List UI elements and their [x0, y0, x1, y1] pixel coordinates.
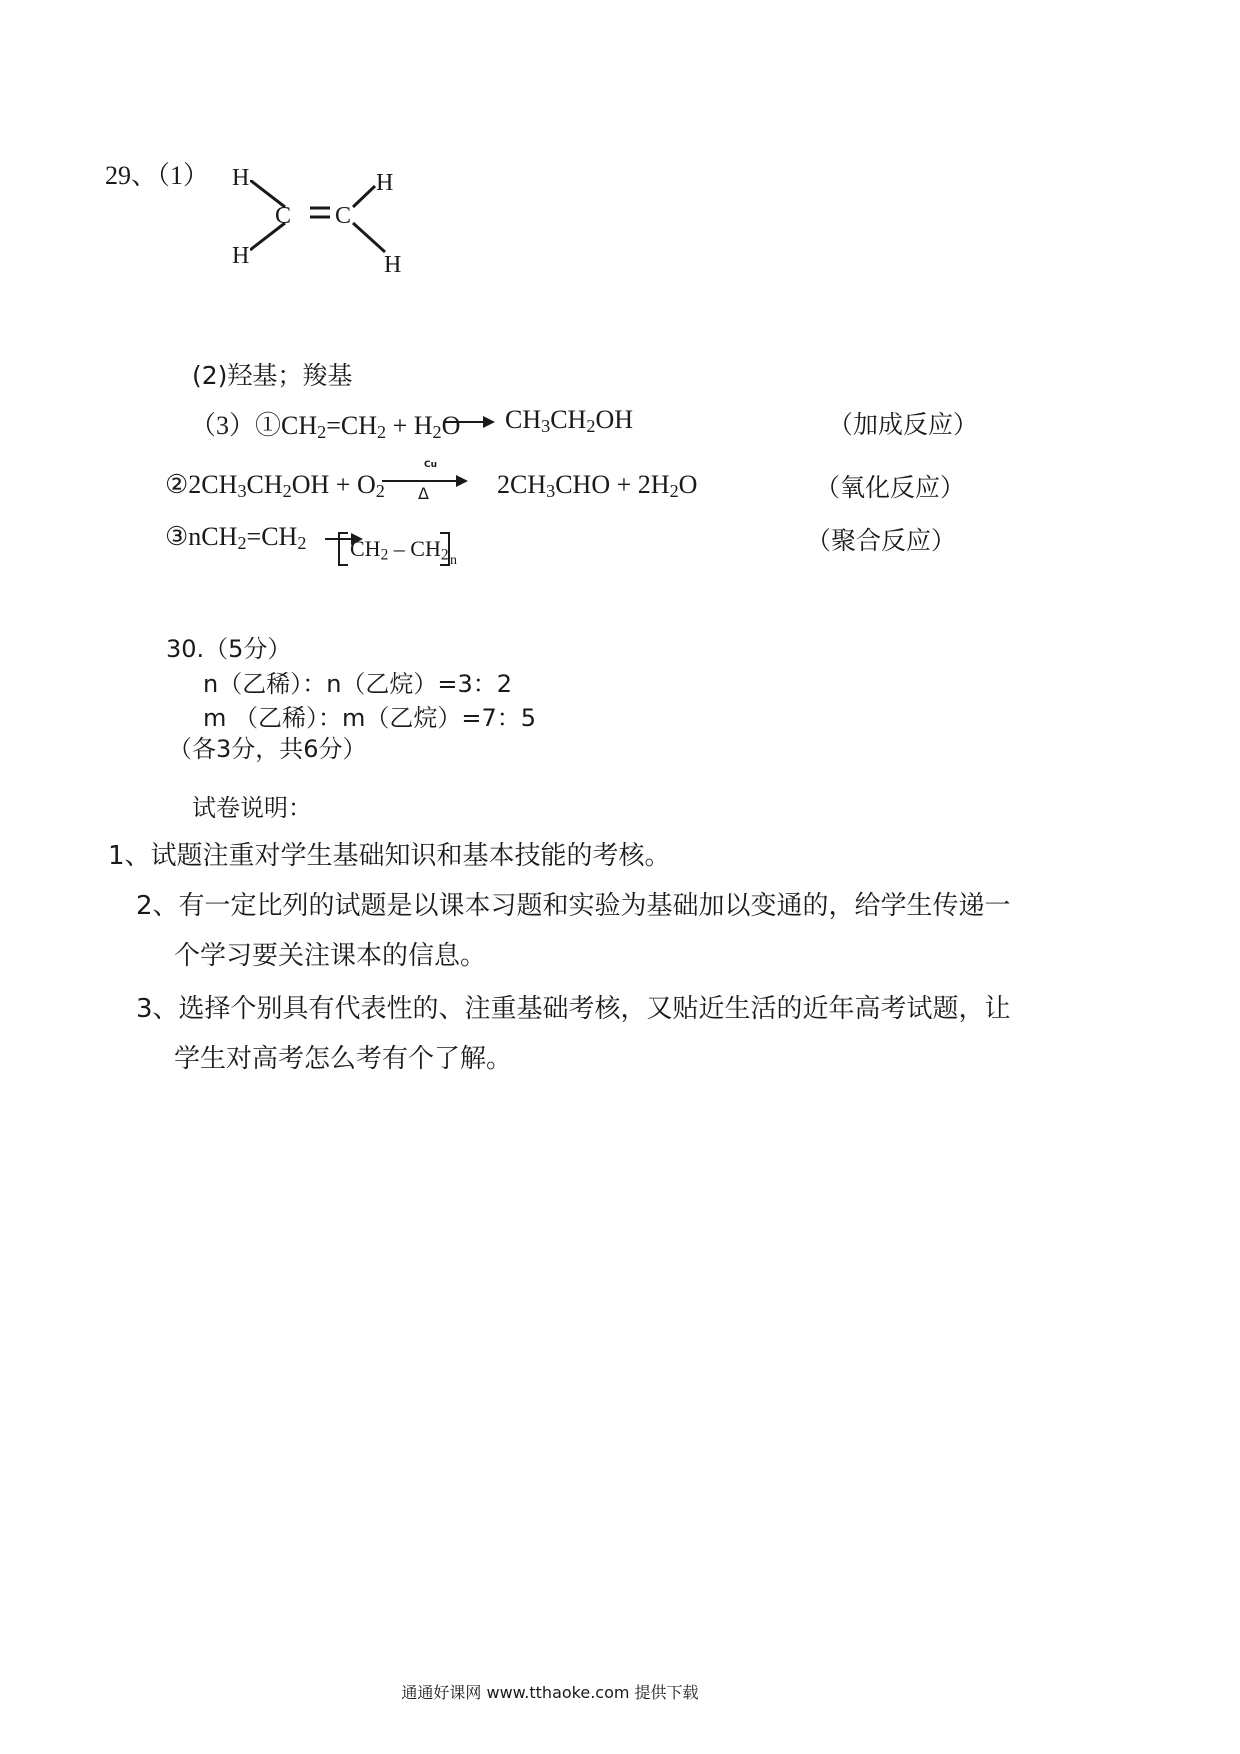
reaction-2-arrow-shaft: [382, 480, 458, 482]
reaction-2-products: $2CH_3CHO + 2H_2O$: [497, 470, 698, 501]
ethylene-structural-formula: [250, 180, 430, 280]
polymer-bracket-left: [338, 532, 348, 566]
reaction-1-arrow-shaft: [445, 421, 485, 423]
atom-h-bottom-right: H: [384, 252, 402, 278]
reaction-1-product: $CH_3CH_2OH$: [505, 405, 633, 436]
explanation-item-1: 1、试题注重对学生基础知识和基本技能的考核。: [108, 841, 671, 871]
polymer-subscript-n: n: [450, 553, 457, 568]
reaction-3-reactants: $③nCH_2=CH_2$: [165, 522, 307, 553]
explanation-item-2-line-1: 2、有一定比列的试题是以课本习题和实验为基础加以变通的，给学生传递一: [136, 891, 1011, 921]
reaction-2-type: （氧化反应）: [815, 473, 966, 502]
reaction-1-type: （加成反应）: [828, 410, 979, 439]
reaction-3-polymer: $CH_2 - CH_2$: [350, 536, 449, 564]
reaction-1-arrow-head: [483, 416, 495, 428]
polymer-bracket-right: [440, 532, 450, 566]
reaction-2-condition: Δ: [418, 484, 429, 503]
atom-h-bottom-left: H: [232, 243, 250, 269]
reaction-1-reactants: $(3)①CH_2=CH_2 + H_2O$: [190, 411, 461, 442]
reaction-2-arrow-head: [456, 475, 468, 487]
explanation-item-3-line-2: 学生对高考怎么考有个了解。: [174, 1044, 513, 1074]
bond-c2-h4: [353, 223, 385, 252]
atom-c-left: C: [275, 203, 292, 229]
reaction-2-reactants: $②2CH_3CH_2OH + O_2$: [165, 470, 385, 501]
explanation-heading: 试卷说明：: [192, 794, 312, 822]
question-30-title: 30.（5分）: [166, 635, 292, 663]
explanation-item-3-line-1: 3、选择个别具有代表性的、注重基础考核，又贴近生活的近年高考试题，让: [136, 994, 1011, 1024]
question-30-mole-ratio: n（乙稀）：n（乙烷）=3：2: [203, 670, 513, 698]
question-29-number: 29、（1）: [105, 161, 210, 190]
reaction-2-catalyst: Cu: [424, 460, 438, 470]
atom-h-top-right: H: [376, 170, 394, 196]
explanation-item-2-line-2: 个学习要关注课本的信息。: [174, 941, 487, 971]
page-footer: 通通好课网 www.tthaoke.com 提供下载: [401, 1683, 699, 1702]
atom-c-right: C: [335, 203, 352, 229]
reaction-3-type: （聚合反应）: [806, 526, 957, 555]
atom-h-top-left: H: [232, 165, 250, 191]
question-30-score-note: （各3分，共6分）: [168, 735, 367, 763]
question-29-part2: (2)羟基；羧基: [192, 361, 353, 390]
bond-c2-h3: [353, 186, 375, 207]
question-30-mass-ratio: m （乙稀）：m（乙烷）=7：5: [203, 704, 537, 732]
